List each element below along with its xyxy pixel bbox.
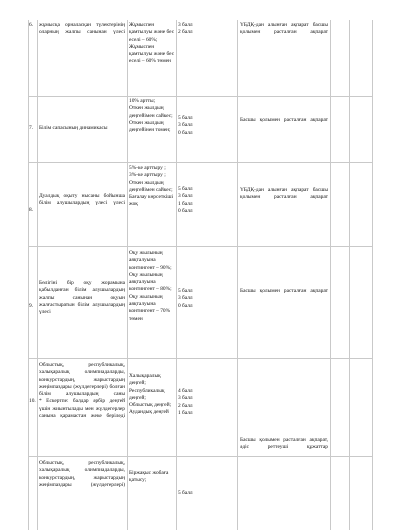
criterion-text: Облыстық, республикалық, халықаралық олимпиадаларды, конкурстардың, жарыстардың жеңімпаздары (жүлдегерлері) bbox=[39, 460, 125, 488]
row-number: 8. bbox=[29, 207, 34, 213]
evidence-text: Басшы қолымен расталған ақпарат bbox=[240, 117, 328, 123]
points-text: 5 балл 3 балл 1 балл 0 балл bbox=[178, 186, 193, 214]
evidence-text: ҮБДҚ-дан алынған ақпарат басшы қолымен расталған ақпарат bbox=[240, 187, 328, 201]
points-text: 5 балл bbox=[178, 490, 193, 496]
row-number: 7. bbox=[29, 125, 34, 131]
indicator-text: 5%-ке арттыру ; 3%-ке арттыру ; Откен жылдың деңгейімен сайкес; Бағалау көрсеткіші жоқ bbox=[129, 165, 173, 208]
indicator-text: Жұмыспен қамтылуы және бес еселі – 60%; Жұмыспен қамтылуы және бес еселі – 60% төмен bbox=[129, 22, 175, 65]
criterion-text: Білім сапасының динамикасы bbox=[39, 125, 108, 131]
indicator-text: Халықаралық деңгей; Республикалық деңгей; Облыстық деңгей; Аудандық деңгей bbox=[129, 373, 172, 416]
evidence-text: ҮБДҚ-дан алынған ақпарат басшы қолымен расталған ақпарат bbox=[240, 22, 328, 36]
indicator-text: Біржақыс жобаға қатысу; bbox=[129, 470, 169, 484]
criterion-text: Бөлігіні бір оқу жорамына қабылданған білім алушылардың жалпы санынан оқуын жалғастыратын білім алушылардың үлесі bbox=[39, 280, 125, 316]
criterion-text: жұмысқа орналасқан түлектерінің оларның жалпы санынан үлесі bbox=[39, 22, 125, 36]
points-text: 5 балл 3 балл 0 балл bbox=[178, 115, 193, 136]
points-text: 5 балл 3 балл 0 балл bbox=[178, 288, 193, 309]
criterion-text: Дуалдық оқыту нысаны бойынша білім алушылардың үлесі үлесі bbox=[39, 193, 125, 207]
points-text: 3 балл 2 балл bbox=[178, 22, 193, 36]
points-text: 4 балл 3 балл 2 балл 1 балл bbox=[178, 388, 193, 416]
evidence-text: Басшы қолымен расталған ақпарат bbox=[240, 288, 328, 294]
row-number: 9. bbox=[29, 303, 34, 309]
indicator-text: 10% артты; Откен жылдың деңгейімен сайкес; Откен жылдың деңгейінен томен; bbox=[129, 98, 173, 134]
indicator-text: Оқу жылының аяқталуына контингент – 90%; Оқу жылының аяқталуына контингент – 80%; Оқу жылының аяқталуына контингент – 70% төмен bbox=[129, 250, 172, 322]
criterion-text: Облыстық, республикалық, халықаралық олимпиадаларды, конкурстардың, жарыстардың жеңімпаздары (жүлдегерлері) болған білім алушылардың саны * Ескертпе: балдар әрбір деңгей үшін жиынтылады мен жүлдегерлер санына қарамастан жеке беріледі bbox=[39, 362, 125, 420]
evidence-text: Басшы қолымен расталған ақпарат, әдіс реттеуші құжаттар bbox=[240, 437, 328, 451]
row-number: 6. bbox=[29, 22, 34, 28]
row-number: 10. bbox=[29, 398, 36, 404]
